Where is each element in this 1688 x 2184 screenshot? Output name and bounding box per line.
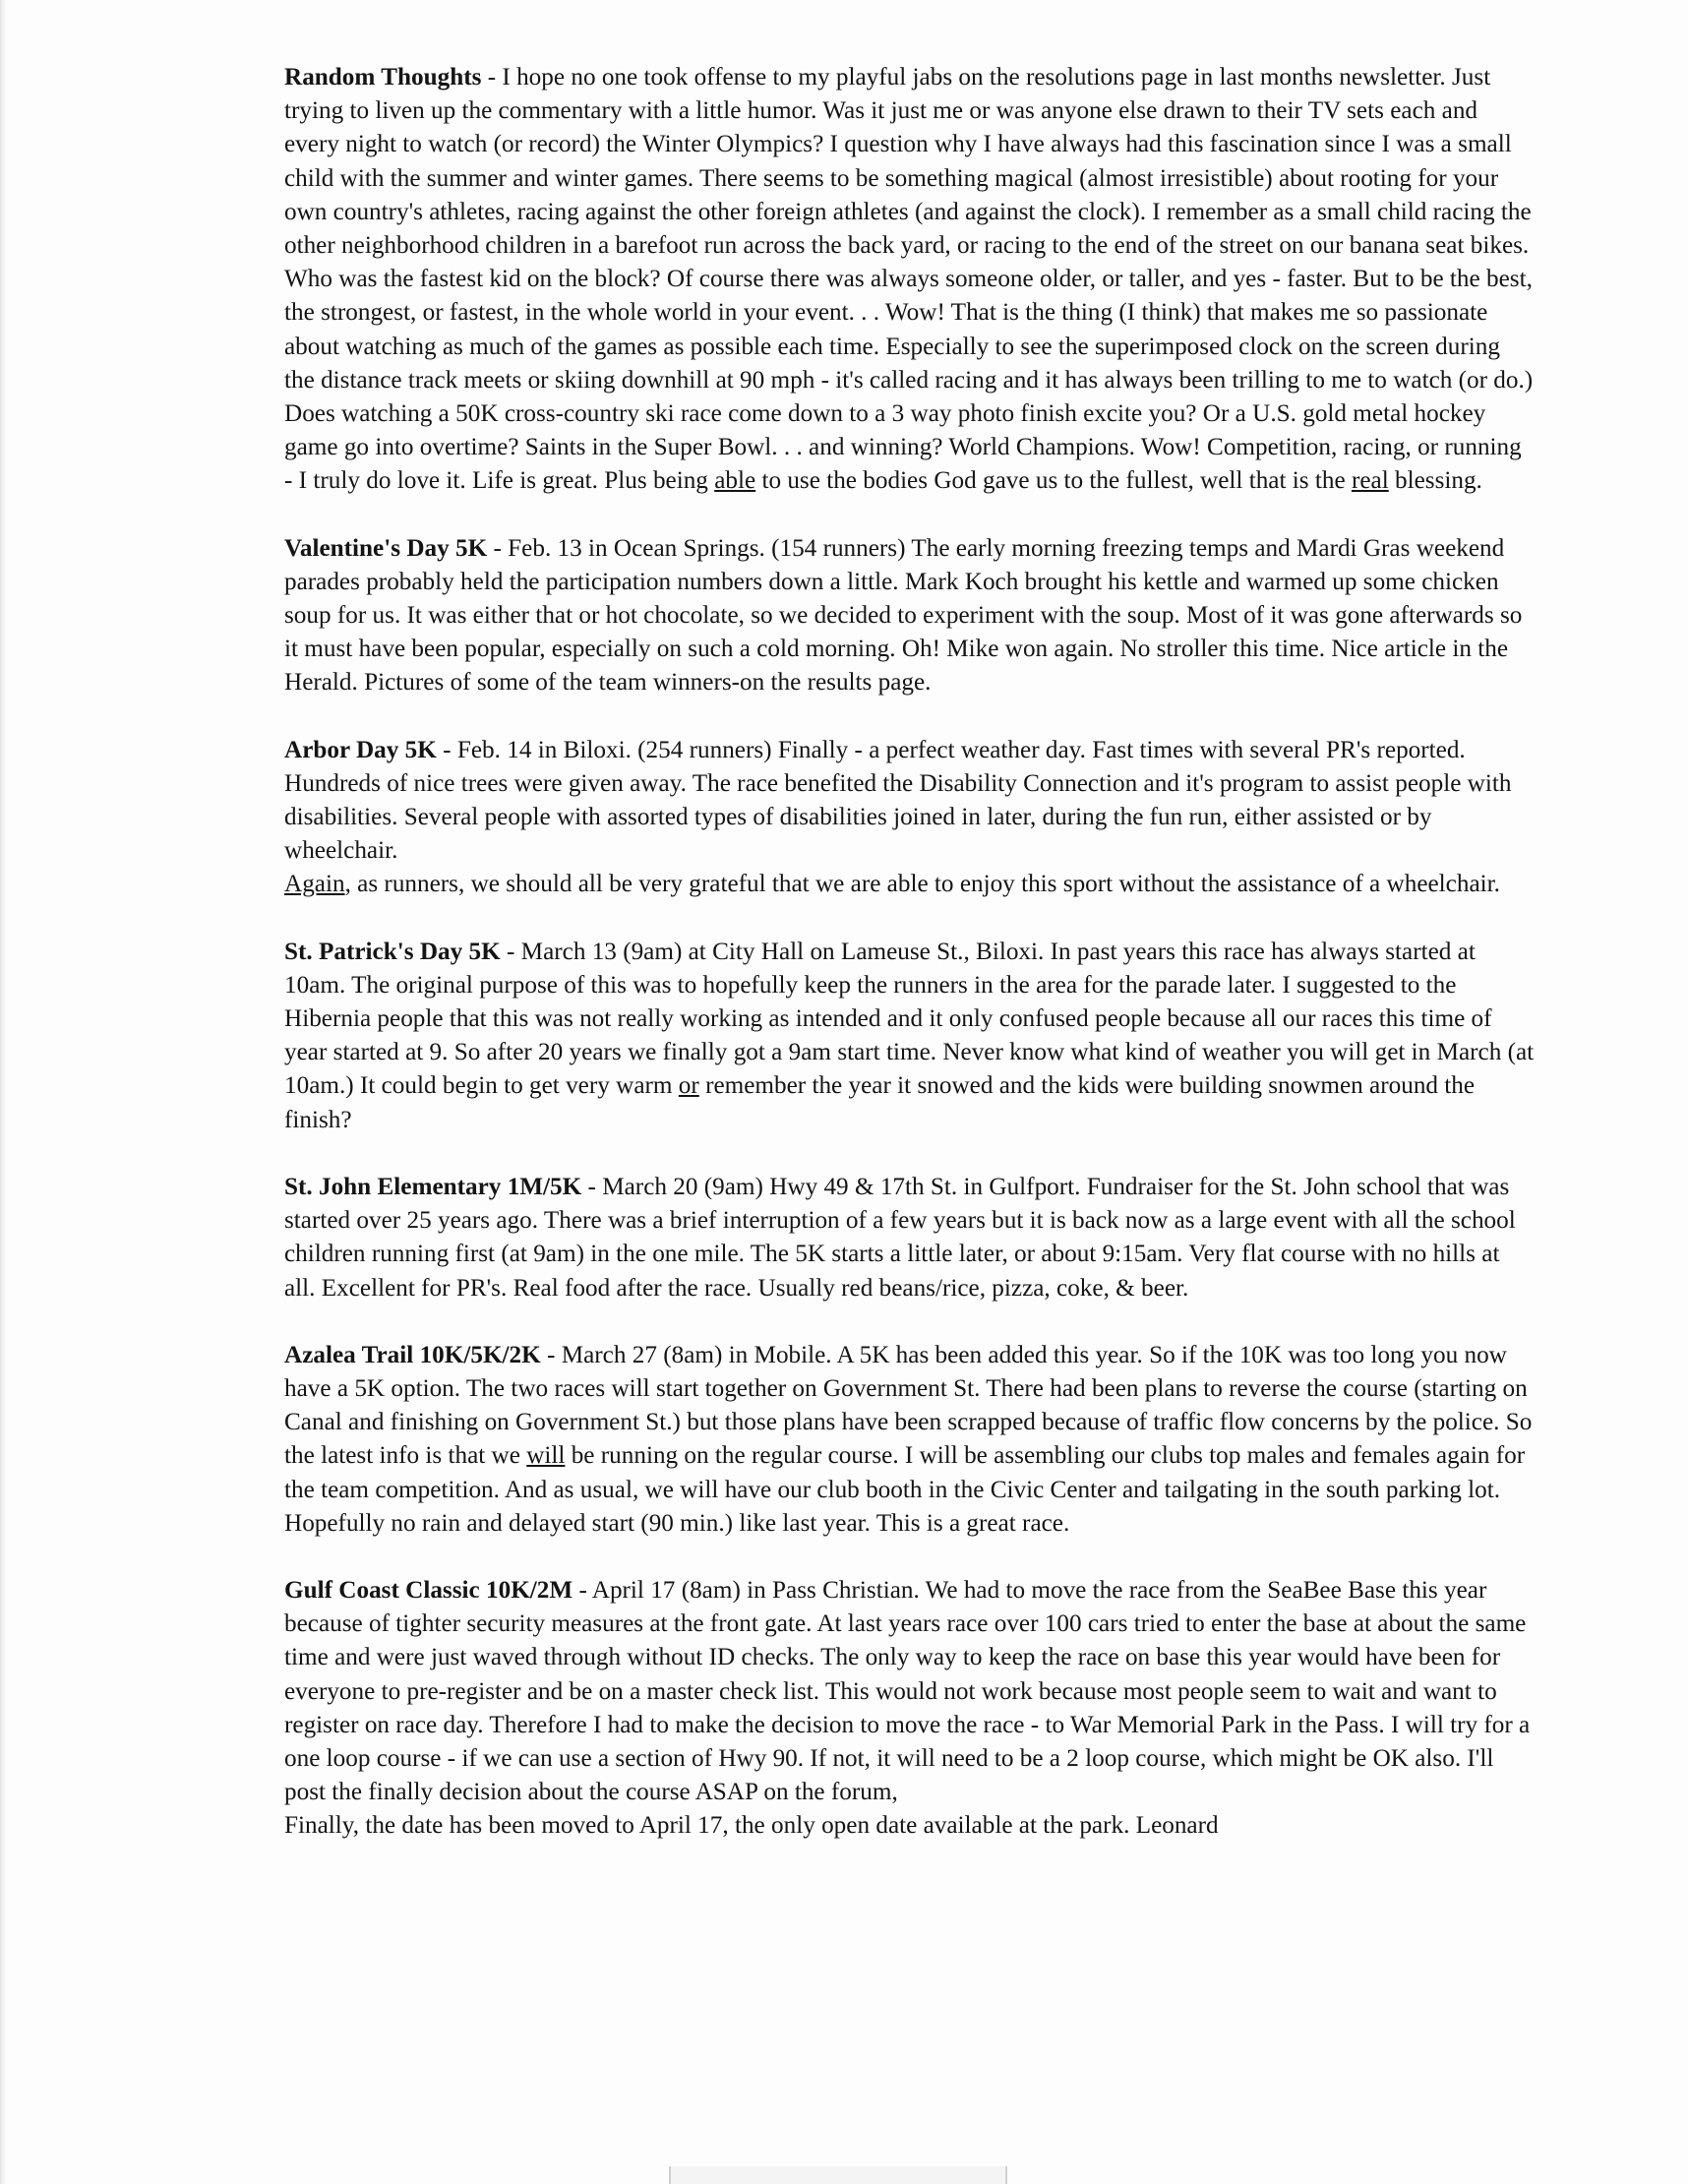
article-section-st-patrick-s-day-5k	[284, 936, 1536, 1137]
body-text: Finally, the date has been moved to April 17, the only open date available at the park. Leonard	[284, 1812, 1219, 1840]
body-text: April 17 (8am) in Pass Christian. We had to move the race from the SeaBee Base this year because of tighter security measures at the front gate. At last years race over 100 cars tried to enter the base at about the same time and were just waved through without ID checks. The only way to keep the race on base this year would have been for everyone to pre-register and be on a master check list. This would not work because most people seem to wait and want to register on race day. Therefore I had to make the decision to move the race - to War Memorial Park in the Pass. I will try for a one loop course - if we can use a section of Hwy 90. If not, it will need to be a 2 loop course, which might be OK also. I'll post the finally decision about the course ASAP on the forum,	[284, 1576, 1531, 1806]
section-title: Azalea Trail 10K/5K/2K	[284, 1341, 541, 1368]
article-section-valentine-s-day-5k	[284, 532, 1536, 700]
body-text: remember the year it snowed and the kids were building snowmen around the finish?	[284, 1072, 1476, 1133]
article-section-st-john-elementary-1m-5k	[284, 1171, 1536, 1305]
article-section-random-thoughts	[284, 61, 1536, 499]
section-paragraph: St. John Elementary 1M/5K - March 20 (9am) Hwy 49 & 17th St. in Gulfport. Fundraiser for the St. John school that was started over 25 years ago. There was a brief interruption of a few years but it is back now as a large event with all the school children running first (at 9am) in the one mile. The 5K starts a little later, or about 9:15am. Very flat course with no hills at all. Excellent for PR's. Real food after the race. Usually red beans/rice, pizza, coke, & beer.	[284, 1173, 1516, 1302]
section-paragraph: St. Patrick's Day 5K - March 13 (9am) at City Hall on Lameuse St., Biloxi. In past years this race has always started at 10am. The original purpose of this was to hopefully keep the runners in the area for the parade later. I suggested to the Hibernia people that this was not really working as intended and it only confused people because all our races this time of year started at 9. So after 20 years we finally got a 9am start time. Never know what kind of weather you will get in March (at 10am.) It could begin to get very warm or remember the year it snowed and the kids were building snowmen around the finish?	[284, 938, 1535, 1133]
section-title: St. Patrick's Day 5K	[284, 938, 501, 965]
section-paragraph: Valentine's Day 5K - Feb. 13 in Ocean Springs. (154 runners) The early morning freezing temps and Mardi Gras weekend parades probably held the participation numbers down a little. Mark Koch brought his kettle and warmed up some chicken soup for us. It was either that or hot chocolate, so we decided to experiment with the soup. Most of it was gone afterwards so it must have been popular, especially on such a cold morning. Oh! Mike won again. No stroller this time. Nice article in the Herald. Pictures of some of the team winners-on the results page.	[284, 534, 1523, 697]
section-paragraph	[284, 1809, 1536, 1843]
underlined-text: Again	[284, 871, 345, 898]
section-title: Arbor Day 5K	[284, 736, 437, 763]
body-text: , as runners, we should all be very grateful that we are able to enjoy this sport without the assistance of a wheelchair.	[344, 871, 1500, 898]
section-title: Random Thoughts	[284, 64, 482, 91]
article-section-azalea-trail-10k-5k-2k	[284, 1339, 1536, 1541]
body-text: March 27 (8am) in Mobile. A 5K has been added this year. So if the 10K was too long you now have a 5K option. The two races will start together on Government St. There had been plans to reverse the course (starting on Canal and finishing on Government St.) but those plans have been scrapped because of traffic flow concerns by the police. So the latest info is that we	[284, 1341, 1533, 1470]
body-text: to use the bodies God gave us to the fullest, well that is the	[755, 467, 1352, 495]
section-title: Valentine's Day 5K	[284, 534, 488, 562]
underlined-text: will	[526, 1442, 566, 1470]
scan-edge-shadow	[0, 0, 6, 2184]
underlined-text: or	[678, 1072, 699, 1100]
article-column	[284, 61, 1536, 1877]
body-text: Feb. 13 in Ocean Springs. (154 runners) The early morning freezing temps and Mardi Gras weekend parades probably held the participation numbers down a little. Mark Koch brought his kettle and warmed up some chicken soup for us. It was either that or hot chocolate, so we decided to experiment with the soup. Most of it was gone afterwards so it must have been popular, especially on such a cold morning. Oh! Mike won again. No stroller this time. Nice article in the Herald. Pictures of some of the team winners-on the results page.	[284, 534, 1523, 697]
section-paragraph: Gulf Coast Classic 10K/2M - April 17 (8am) in Pass Christian. We had to move the race from the SeaBee Base this year because of tighter security measures at the front gate. At last years race over 100 cars tried to enter the base at about the same time and were just waved through without ID checks. The only way to keep the race on base this year would have been for everyone to pre-register and be on a master check list. This would not work because most people seem to wait and want to register on race day. Therefore I had to make the decision to move the race - to War Memorial Park in the Pass. I will try for a one loop course - if we can use a section of Hwy 90. If not, it will need to be a 2 loop course, which might be OK also. I'll post the finally decision about the course ASAP on the forum,	[284, 1576, 1531, 1806]
section-title: Gulf Coast Classic 10K/2M	[284, 1576, 573, 1604]
body-text: I hope no one took offense to my playful jabs on the resolutions page in last months newsletter. Just trying to liven up the commentary with a little humor. Was it just me or was anyone else drawn to their TV sets each and every night to watch (or record) the Winter Olympics? I question why I have always had this fascination since I was a small child with the summer and winter games. There seems to be something magical (almost irresistible) about rooting for your own country's athletes, racing against the other foreign athletes (and against the clock). I remember as a small child racing the other neighborhood children in a barefoot run across the back yard, or racing to the end of the street on our banana seat bikes. Who was the fastest kid on the block? Of course there was always someone older, or taller, and yes - faster. But to be the best, the strongest, or fastest, in the whole world in your event. . . Wow! That is the thing (I think) that makes me so passionate about watching as much of the games as possible each time. Especially to see the superimposed clock on the screen during the distance track meets or skiing downhill at 90 mph - it's called racing and it has always been trilling to me to watch (or do.) Does watching a 50K cross-country ski race come down to a 3 way photo finish excite you? Or a U.S. gold metal hockey game go into overtime? Saints in the Super Bowl. . . and winning? World Champions. Wow! Competition, racing, or running - I truly do love it. Life is great. Plus being	[284, 64, 1534, 495]
section-paragraph: Random Thoughts - I hope no one took offense to my playful jabs on the resolutions page in last months newsletter. Just trying to liven up the commentary with a little humor. Was it just me or was anyone else drawn to their TV sets each and every night to watch (or record) the Winter Olympics? I question why I have always had this fascination since I was a small child with the summer and winter games. There seems to be something magical (almost irresistible) about rooting for your own country's athletes, racing against the other foreign athletes (and against the clock). I remember as a small child racing the other neighborhood children in a barefoot run across the back yard, or racing to the end of the street on our banana seat bikes. Who was the fastest kid on the block? Of course there was always someone older, or taller, and yes - faster. But to be the best, the strongest, or fastest, in the whole world in your event. . . Wow! That is the thing (I think) that makes me so passionate about watching as much of the games as possible each time. Especially to see the superimposed clock on the screen during the distance track meets or skiing downhill at 90 mph - it's called racing and it has always been trilling to me to watch (or do.) Does watching a 50K cross-country ski race come down to a 3 way photo finish excite you? Or a U.S. gold metal hockey game go into overtime? Saints in the Super Bowl. . . and winning? World Champions. Wow! Competition, racing, or running - I truly do love it. Life is great. Plus being able to use the bodies God gave us to the fullest, well that is the real blessing.	[284, 64, 1534, 495]
section-title: St. John Elementary 1M/5K	[284, 1173, 582, 1200]
article-section-gulf-coast-classic-10k-2m	[284, 1574, 1536, 1844]
underlined-text: real	[1351, 467, 1389, 495]
body-text: March 20 (9am) Hwy 49 & 17th St. in Gulfport. Fundraiser for the St. John school that was started over 25 years ago. There was a brief interruption of a few years but it is back now as a large event with all the school children running first (at 9am) in the one mile. The 5K starts a little later, or about 9:15am. Very flat course with no hills at all. Excellent for PR's. Real food after the race. Usually red beans/rice, pizza, coke, & beer.	[284, 1173, 1516, 1302]
section-paragraph: Azalea Trail 10K/5K/2K - March 27 (8am) in Mobile. A 5K has been added this year. So if the 10K was too long you now have a 5K option. The two races will start together on Government St. There had been plans to reverse the course (starting on Canal and finishing on Government St.) but those plans have been scrapped because of traffic flow concerns by the police. So the latest info is that we will be running on the regular course. I will be assembling our clubs top males and females again for the team competition. And as usual, we will have our club booth in the Civic Center and tailgating in the south parking lot. Hopefully no rain and delayed start (90 min.) like last year. This is a great race.	[284, 1341, 1533, 1537]
section-paragraph: Arbor Day 5K - Feb. 14 in Biloxi. (254 runners) Finally - a perfect weather day. Fast times with several PR's reported. Hundreds of nice trees were given away. The race benefited the Disability Connection and it's program to assist people with disabilities. Several people with assorted types of disabilities joined in later, during the fun run, either assisted or by wheelchair.	[284, 736, 1512, 865]
section-paragraph	[284, 868, 1536, 901]
body-text: March 13 (9am) at City Hall on Lameuse St., Biloxi. In past years this race has always started at 10am. The original purpose of this was to hopefully keep the runners in the area for the parade later. I suggested to the Hibernia people that this was not really working as intended and it only confused people because all our races this time of year started at 9. So after 20 years we finally got a 9am start time. Never know what kind of weather you will get in March (at 10am.) It could begin to get very warm	[284, 938, 1535, 1100]
body-text: be running on the regular course. I will be assembling our clubs top males and females again for the team competition. And as usual, we will have our club booth in the Civic Center and tailgating in the south parking lot. Hopefully no rain and delayed start (90 min.) like last year. This is a great race.	[284, 1442, 1526, 1537]
scan-binding-mark	[669, 2166, 1007, 2184]
underlined-text: able	[714, 467, 756, 495]
body-text: blessing.	[1388, 467, 1482, 495]
article-section-arbor-day-5k	[284, 734, 1536, 902]
body-text: Feb. 14 in Biloxi. (254 runners) Finally - a perfect weather day. Fast times with several PR's reported. Hundreds of nice trees were given away. The race benefited the Disability Connection and it's program to assist people with disabilities. Several people with assorted types of disabilities joined in later, during the fun run, either assisted or by wheelchair.	[284, 736, 1512, 865]
